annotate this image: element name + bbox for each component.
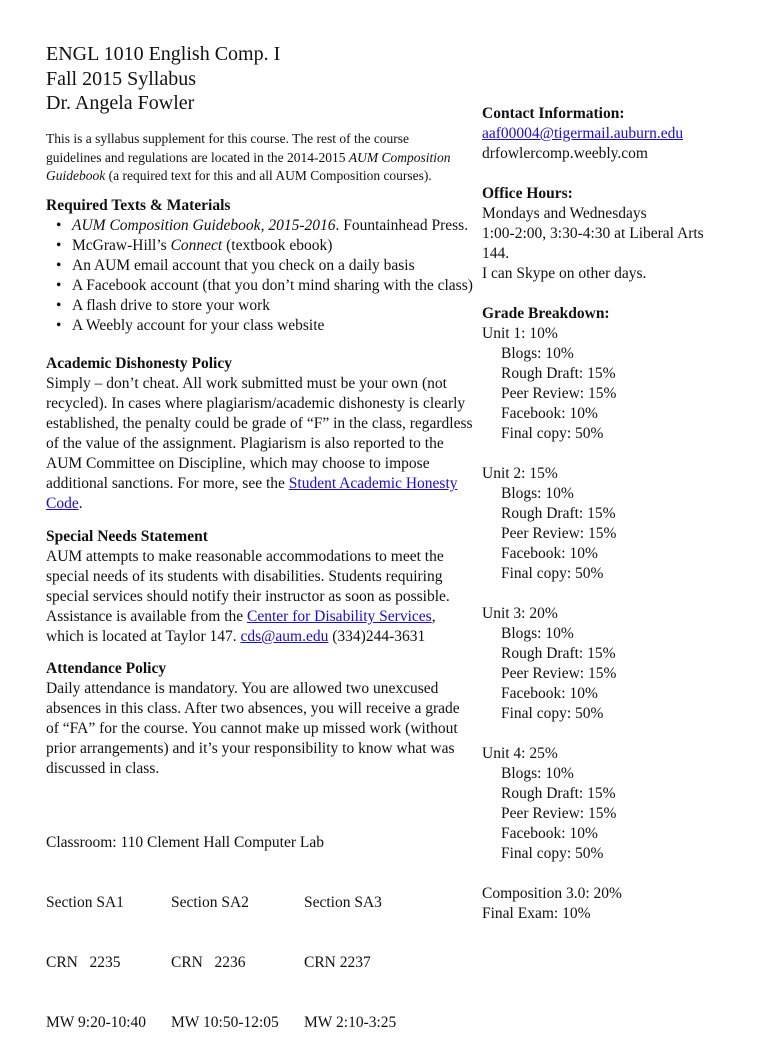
intro-text-end: (a required text for this and all AUM Composition courses). — [105, 168, 432, 184]
grade-unit — [482, 604, 752, 744]
special-body-2: , which is located at Taylor 147. — [46, 608, 436, 645]
contact-section — [482, 104, 752, 164]
time-row — [46, 1013, 474, 1033]
unit-component: Peer Review: 15% — [501, 805, 617, 822]
list-item: • An AUM email account that you check on a daily basis — [46, 256, 474, 276]
grade-units — [482, 324, 752, 884]
course-title: ENGL 1010 English Comp. I — [46, 43, 281, 65]
item-text: . Fountainhead Press. — [335, 217, 469, 234]
attendance-text: Daily attendance is mandatory. You are allowed two unexcused absences in this class. After two absences, you will receive a grade of “FA” for the course. You cannot make up missed work (without prior arrangements) and it’s your responsibility to know what was discussed in class. — [46, 680, 460, 777]
unit-component: Blogs: 10% — [501, 485, 574, 502]
unit-component: Facebook: 10% — [501, 685, 598, 702]
spacer — [482, 444, 752, 464]
period: . — [78, 495, 83, 512]
special-needs-section — [46, 527, 474, 647]
guidebook-title: AUM Composition Guidebook, 2015-2016 — [72, 217, 336, 234]
spacer — [482, 864, 752, 884]
section-time: MW 2:10-3:25 — [304, 1014, 397, 1031]
unit-component: Blogs: 10% — [501, 345, 574, 362]
grade-unit — [482, 464, 752, 604]
instructor-name: Dr. Angela Fowler — [46, 92, 195, 114]
unit-label: Unit 1: 10% — [482, 325, 558, 342]
unit-component: Facebook: 10% — [501, 825, 598, 842]
spacer — [482, 584, 752, 604]
office-days: Mondays and Wednesdays — [482, 205, 647, 222]
unit-component: Final copy: 50% — [501, 565, 604, 582]
unit-component: Peer Review: 15% — [501, 525, 617, 542]
connect-title: Connect — [170, 237, 223, 254]
unit-label: Unit 3: 20% — [482, 605, 558, 622]
item-text: (textbook ebook) — [222, 237, 333, 254]
unit-component: Rough Draft: 15% — [501, 785, 616, 802]
instructor-email-link[interactable]: aaf00004@tigermail.auburn.edu — [482, 125, 684, 142]
unit-component: Final copy: 50% — [501, 705, 604, 722]
unit-component: Blogs: 10% — [501, 765, 574, 782]
intro-guidebook-title: AUM Composition Guidebook — [46, 149, 451, 184]
cds-email-link[interactable]: cds@aum.edu — [240, 628, 329, 645]
list-item: • A Weebly account for your class website — [46, 316, 474, 336]
special-body: AUM attempts to make reasonable accommodations to meet the special needs of its students with disabilities. Students requiring special services should notify their instructor as soon as possible. Assistance is available from the — [46, 548, 450, 625]
honesty-code-link[interactable]: Student Academic Honesty Code — [46, 475, 458, 512]
list-item — [46, 236, 474, 256]
unit-component: Rough Draft: 15% — [501, 365, 616, 382]
grade-breakdown-section — [482, 304, 752, 924]
cds-phone: (334)244-3631 — [328, 628, 426, 645]
section-name: Section SA1 — [46, 894, 124, 911]
website: drfowlercomp.weebly.com — [482, 145, 648, 162]
section-time: MW 10:50-12:05 — [171, 1014, 279, 1031]
attendance-section — [46, 659, 474, 779]
materials-section — [46, 196, 474, 336]
classroom-section — [46, 793, 474, 1053]
disability-services-link[interactable]: Center for Disability Services — [247, 608, 432, 625]
composition-grade: Composition 3.0: 20% — [482, 885, 622, 902]
unit-component: Facebook: 10% — [501, 405, 598, 422]
spacer — [482, 724, 752, 744]
unit-label: Unit 4: 25% — [482, 745, 558, 762]
unit-component: Rough Draft: 15% — [501, 645, 616, 662]
academic-heading: Academic Dishonesty Policy — [46, 355, 232, 372]
item-text: McGraw-Hill’s — [72, 237, 171, 254]
materials-list — [46, 216, 474, 336]
grade-unit — [482, 744, 752, 884]
section-time: MW 9:20-10:40 — [46, 1014, 147, 1031]
unit-component: Peer Review: 15% — [501, 665, 617, 682]
unit-label: Unit 2: 15% — [482, 465, 558, 482]
contact-heading: Contact Information: — [482, 105, 625, 122]
unit-component: Blogs: 10% — [501, 625, 574, 642]
office-times: 1:00-2:00, 3:30-4:30 at Liberal Arts 144. — [482, 225, 704, 262]
intro-text: This is a syllabus supplement for this course. The rest of the course guidelines and regulations are located in the 2014-2015 — [46, 131, 410, 165]
unit-component: Rough Draft: 15% — [501, 505, 616, 522]
term-title: Fall 2015 Syllabus — [46, 67, 197, 90]
office-skype: I can Skype on other days. — [482, 265, 647, 282]
attendance-heading: Attendance Policy — [46, 660, 167, 677]
section-crn: CRN 2235 — [46, 954, 121, 971]
section-name: Section SA2 — [171, 894, 249, 911]
academic-dishonesty-section — [46, 354, 474, 514]
classroom-label: Classroom: 110 Clement Hall Computer Lab — [46, 834, 324, 851]
office-heading: Office Hours: — [482, 185, 573, 202]
document-title — [46, 42, 474, 116]
list-item: • A Facebook account (that you don’t mind sharing with the class) — [46, 276, 474, 296]
unit-component: Final copy: 50% — [501, 845, 604, 862]
unit-component: Facebook: 10% — [501, 545, 598, 562]
section-crn: CRN 2237 — [304, 954, 371, 971]
intro-paragraph — [46, 130, 466, 186]
unit-component: Final copy: 50% — [501, 425, 604, 442]
section-names-row — [46, 893, 474, 913]
list-item: • A flash drive to store your work — [46, 296, 474, 316]
section-name: Section SA3 — [304, 894, 382, 911]
list-item — [46, 216, 474, 236]
special-heading: Special Needs Statement — [46, 528, 208, 545]
grade-heading: Grade Breakdown: — [482, 305, 610, 322]
materials-heading: Required Texts & Materials — [46, 197, 231, 214]
office-hours-section — [482, 184, 712, 284]
grade-unit — [482, 324, 752, 464]
crn-row — [46, 953, 474, 973]
academic-text — [46, 374, 474, 514]
academic-body: Simply – don’t cheat. All work submitted must be your own (not recycled). In cases where plagiarism/academic dishonesty is clearly established, the penalty could be grade of “F” in the class, regardless of the value of the assignment. Plagiarism is also reported to the AUM Committee on Discipline, which may choose to impose additional sanctions. For more, see the — [46, 375, 473, 492]
unit-component: Peer Review: 15% — [501, 385, 617, 402]
special-text — [46, 547, 474, 647]
section-crn: CRN 2236 — [171, 954, 246, 971]
final-exam-grade: Final Exam: 10% — [482, 905, 591, 922]
